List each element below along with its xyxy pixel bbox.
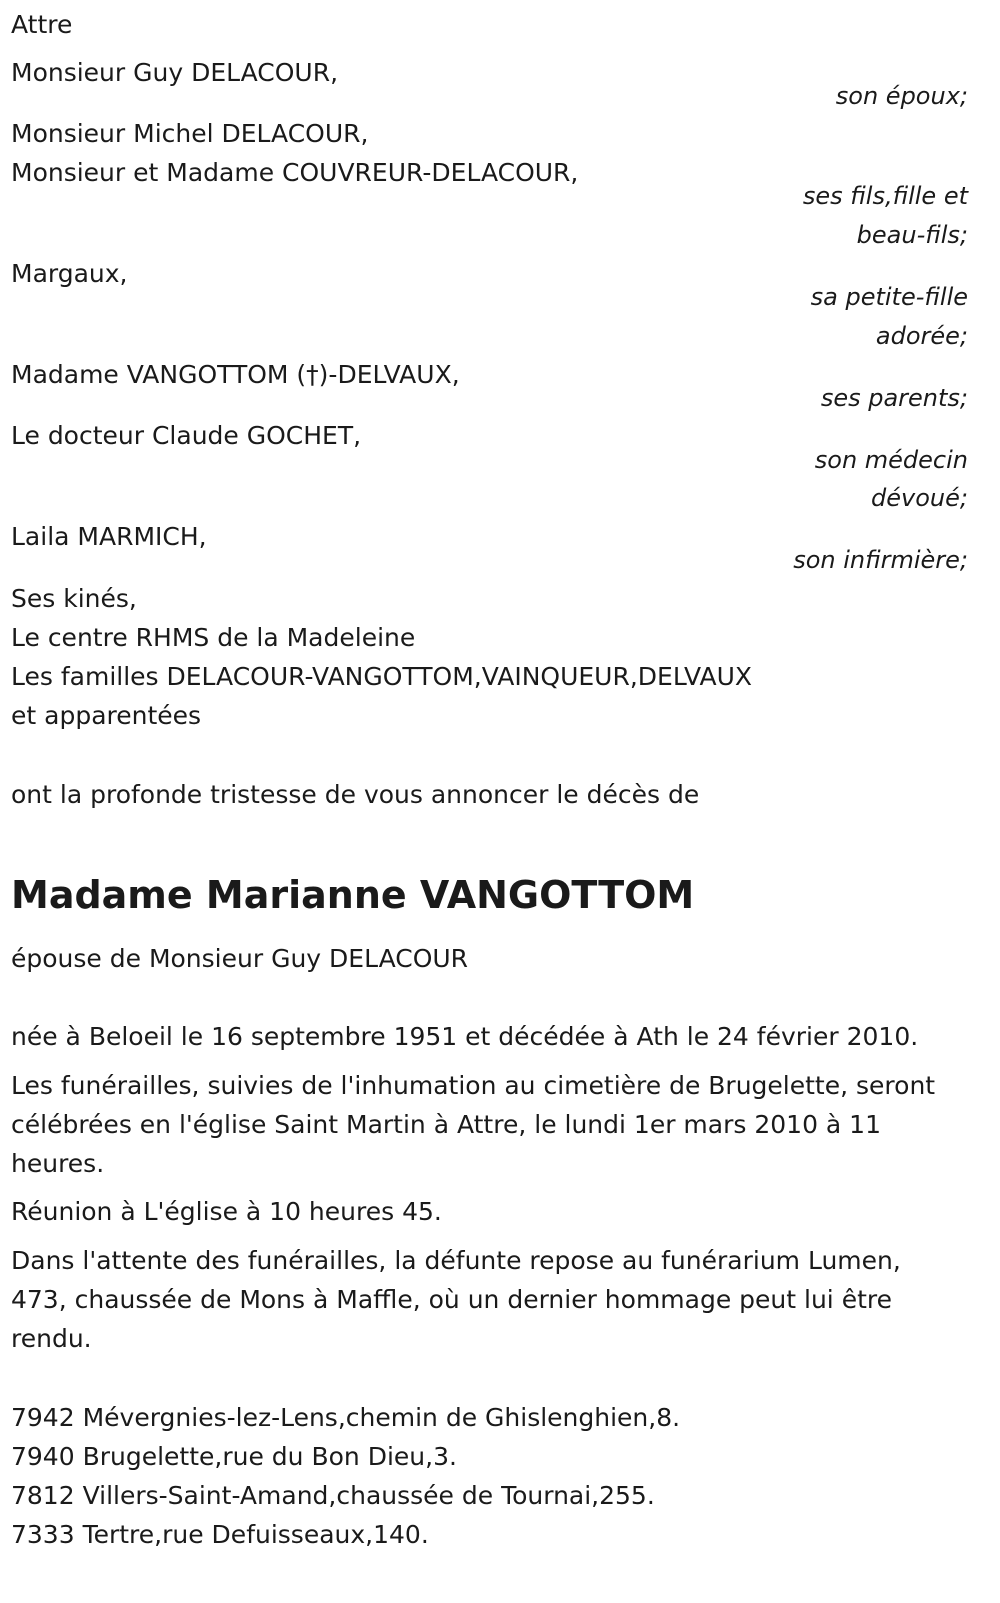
- relation-spouse: son époux;: [835, 82, 968, 110]
- funerarium-line-2: 473, chaussée de Mons à Maffle, où un dernier hommage peut lui être: [11, 1285, 892, 1314]
- relation-children-line2: beau-fils;: [856, 221, 968, 249]
- funeral-line-3: heures.: [11, 1149, 105, 1178]
- relation-granddaughter-line2: adorée;: [875, 322, 968, 350]
- family-member-daughter: Monsieur et Madame COUVREUR-DELACOUR,: [11, 158, 579, 187]
- birth-death-line: née à Beloeil le 16 septembre 1951 et décédée à Ath le 24 février 2010.: [11, 1022, 919, 1051]
- relation-granddaughter-line1: sa petite-fille: [810, 283, 968, 311]
- relation-parents: ses parents;: [820, 384, 968, 412]
- address-line-4: 7333 Tertre,rue Defuisseaux,140.: [11, 1520, 429, 1549]
- family-member-doctor: Le docteur Claude GOCHET,: [11, 421, 362, 450]
- relation-doctor-line2: dévoué;: [871, 484, 968, 512]
- meeting-line: Réunion à L'église à 10 heures 45.: [11, 1197, 442, 1226]
- family-member-parents: Madame VANGOTTOM (†)-DELVAUX,: [11, 360, 460, 389]
- others-line-1: Ses kinés,: [11, 584, 137, 613]
- others-line-2: Le centre RHMS de la Madeleine: [11, 623, 416, 652]
- funeral-line-2: célébrées en l'église Saint Martin à Attre, le lundi 1er mars 2010 à 11: [11, 1110, 881, 1139]
- family-member-spouse: Monsieur Guy DELACOUR,: [11, 58, 339, 87]
- relation-doctor-line1: son médecin: [814, 446, 968, 474]
- address-line-1: 7942 Mévergnies-lez-Lens,chemin de Ghislenghien,8.: [11, 1403, 681, 1432]
- others-line-4: et apparentées: [11, 701, 202, 730]
- place-heading: Attre: [11, 10, 73, 39]
- announcement-text: ont la profonde tristesse de vous annoncer le décès de: [11, 780, 700, 809]
- family-member-nurse: Laila MARMICH,: [11, 522, 207, 551]
- family-member-granddaughter: Margaux,: [11, 259, 128, 288]
- relation-children-line1: ses fils,fille et: [802, 182, 968, 210]
- others-line-3: Les familles DELACOUR-VANGOTTOM,VAINQUEUR,DELVAUX: [11, 662, 753, 691]
- relation-nurse: son infirmière;: [793, 546, 968, 574]
- deceased-name: Madame Marianne VANGOTTOM: [11, 873, 695, 917]
- address-line-3: 7812 Villers-Saint-Amand,chaussée de Tournai,255.: [11, 1481, 655, 1510]
- funerarium-line-3: rendu.: [11, 1324, 92, 1353]
- address-line-2: 7940 Brugelette,rue du Bon Dieu,3.: [11, 1442, 457, 1471]
- family-member-son: Monsieur Michel DELACOUR,: [11, 119, 369, 148]
- funeral-line-1: Les funérailles, suivies de l'inhumation au cimetière de Brugelette, seront: [11, 1071, 936, 1100]
- spouse-line: épouse de Monsieur Guy DELACOUR: [11, 944, 469, 973]
- funerarium-line-1: Dans l'attente des funérailles, la défunte repose au funérarium Lumen,: [11, 1246, 901, 1275]
